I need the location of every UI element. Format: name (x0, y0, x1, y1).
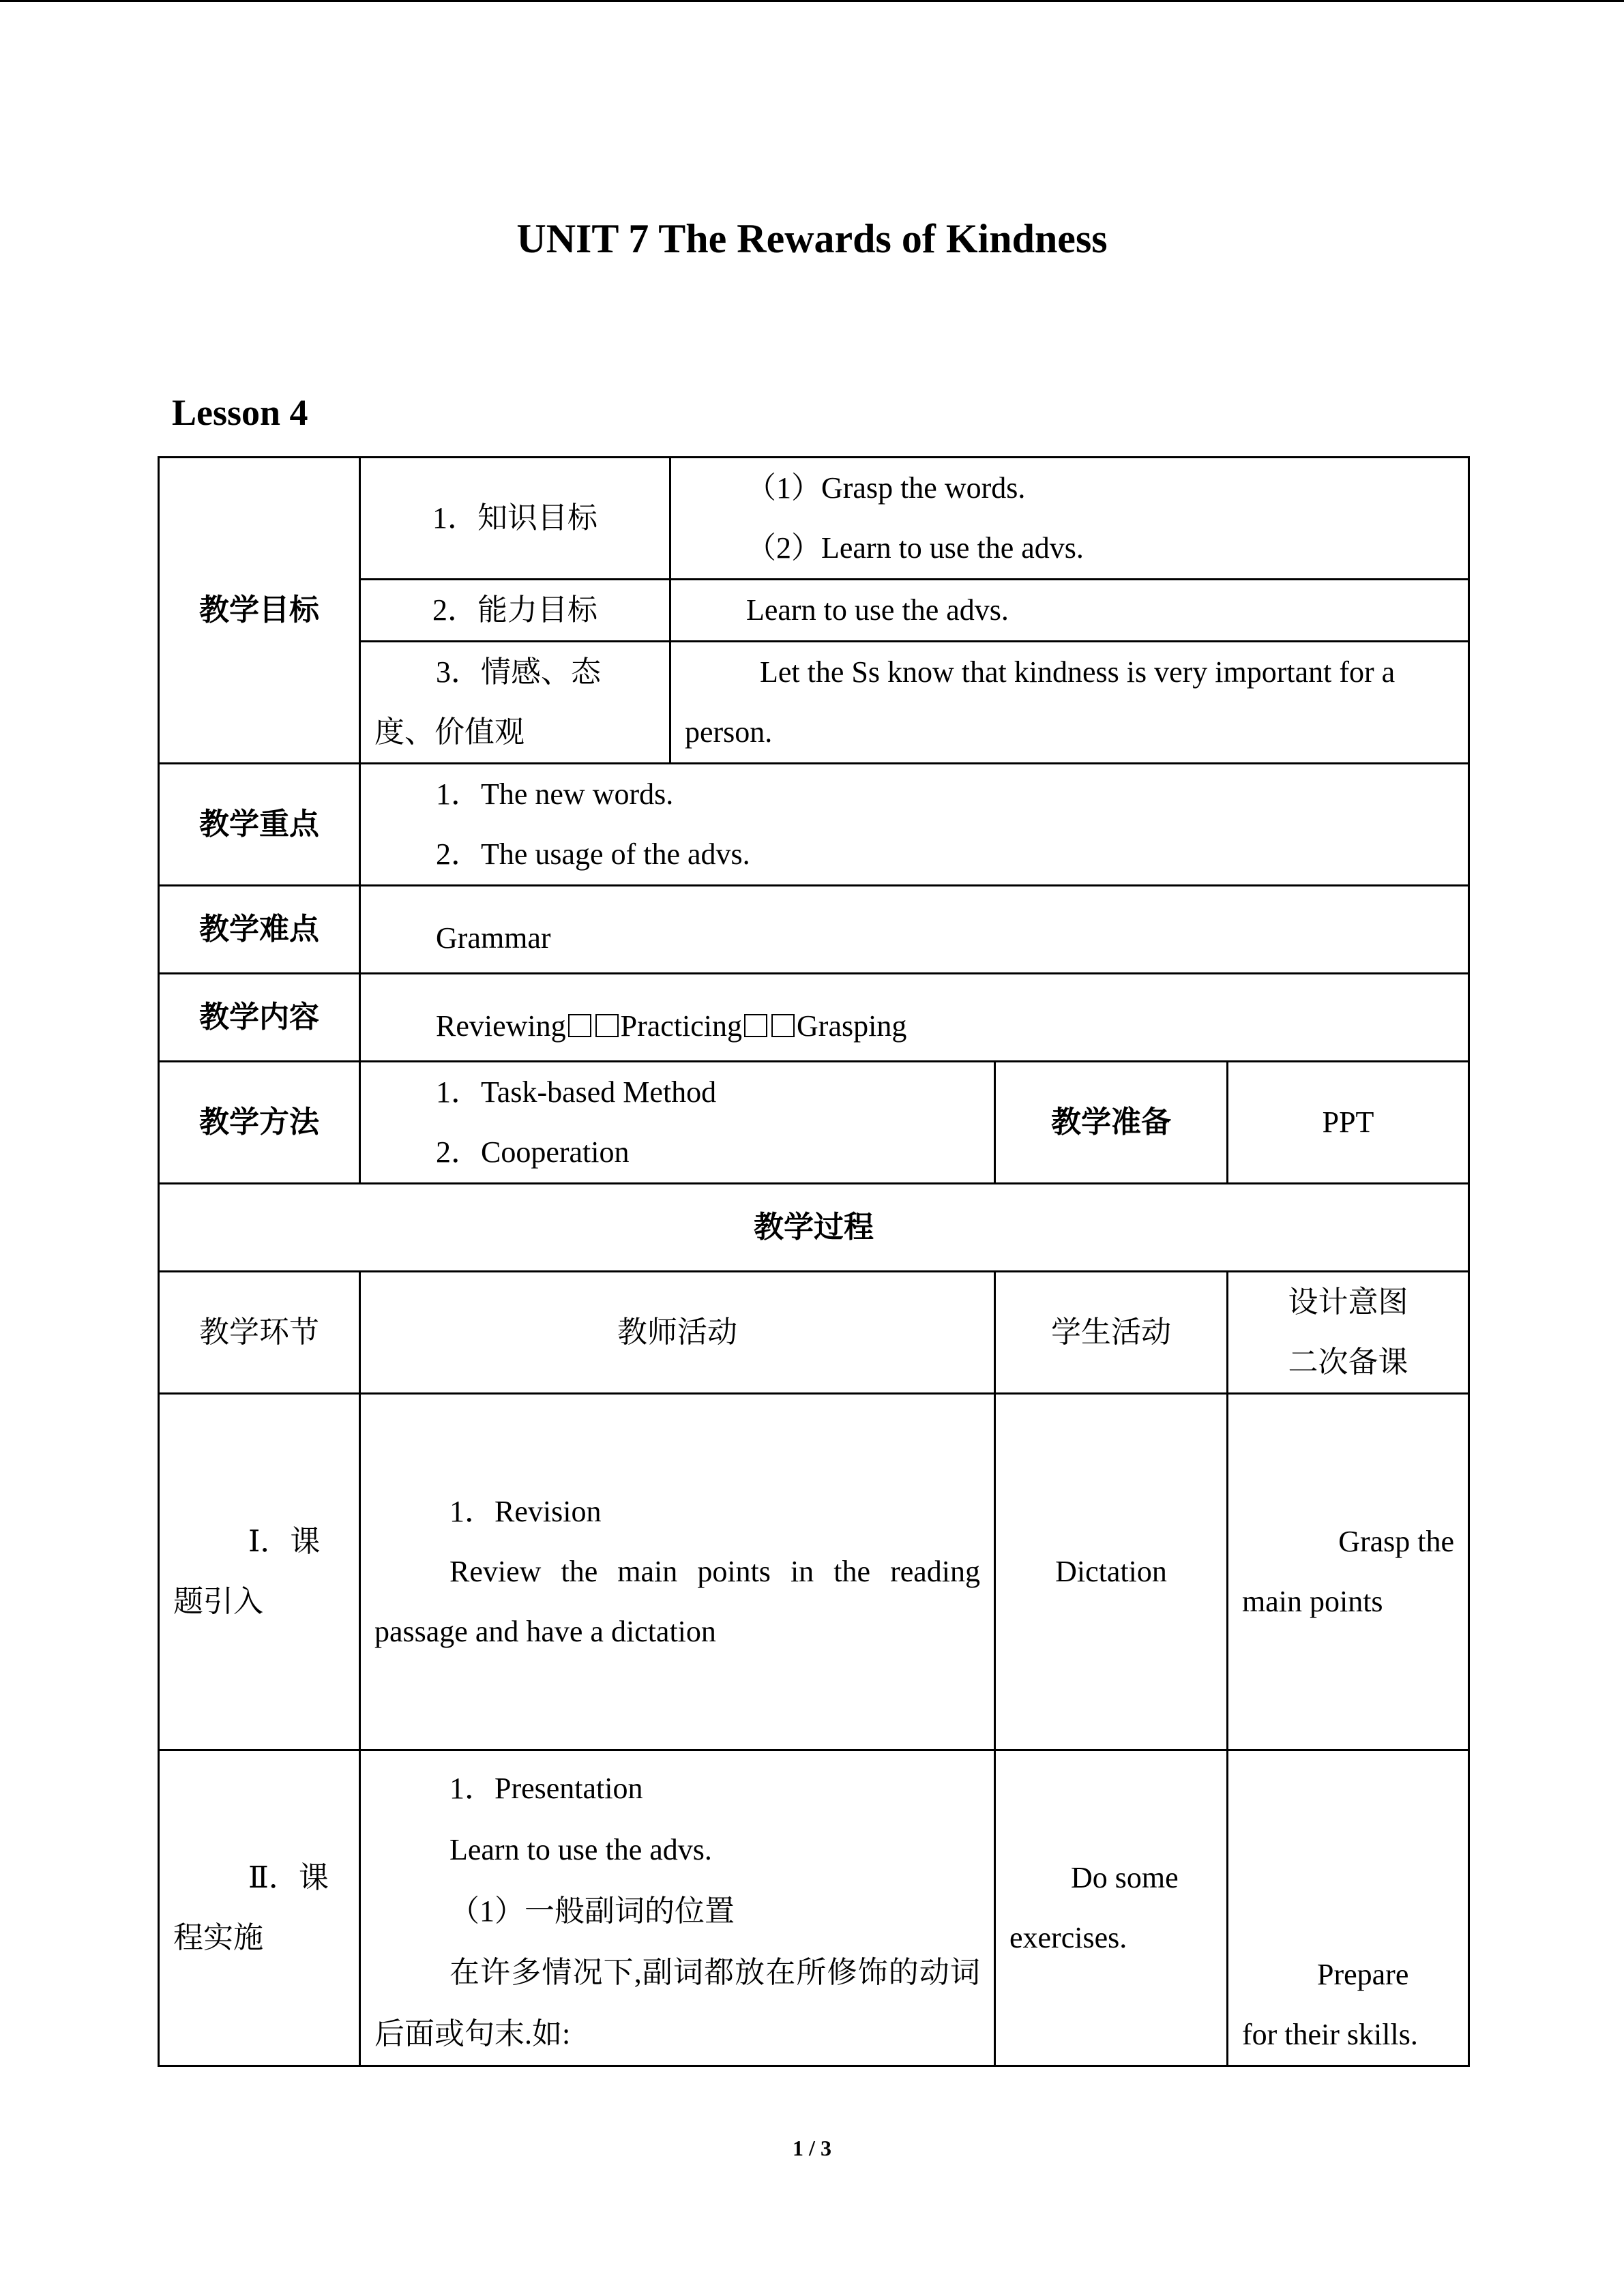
teacher-activity-2-line-4: 在许多情况下,副词都放在所修饰的动词后面或句末.如: (374, 1956, 980, 2051)
stage-2-line-1: Ⅱ．课 (248, 1861, 329, 1894)
process-row-2 (159, 1750, 1469, 2066)
process-column-headers (159, 1272, 1469, 1394)
student-activity-1: Dictation (995, 1394, 1228, 1750)
column-header-purpose-line-1: 设计意图 (1288, 1285, 1408, 1319)
purpose-2-line-1: Prepare (1317, 1958, 1409, 1991)
key-point-2: 2．The usage of the advs. (436, 837, 750, 871)
process-row-1 (159, 1394, 1469, 1750)
stage-1-line-2: 题引入 (173, 1585, 263, 1618)
key-points-text (360, 764, 1469, 886)
checkbox-icon (595, 1014, 619, 1037)
purpose-1-line-2: main points (1242, 1585, 1383, 1618)
stage-2-cell (159, 1750, 360, 2066)
teacher-activity-1-line-2: Review the main points in the reading passage and have a dictation (374, 1555, 980, 1648)
lesson-label: Lesson 4 (172, 392, 308, 433)
checkbox-icon (744, 1014, 767, 1037)
difficulties-text: Grammar (360, 886, 1469, 974)
content-row (159, 974, 1469, 1062)
key-points-row (159, 764, 1469, 886)
content-text (360, 974, 1469, 1062)
teacher-activity-1-line-1: 1．Revision (449, 1495, 602, 1528)
teacher-activity-2-line-1: 1．Presentation (449, 1772, 643, 1805)
objective-label-knowledge: 1．知识目标 (360, 458, 670, 580)
methods-row (159, 1062, 1469, 1184)
top-border-line (0, 0, 1624, 2)
objective-attitude-label-line-2: 度、价值观 (374, 715, 525, 749)
stage-1-cell (159, 1394, 360, 1750)
key-points-header: 教学重点 (159, 764, 360, 886)
teacher-activity-2-line-2: Learn to use the advs. (449, 1833, 712, 1866)
stage-2-line-2: 程实施 (173, 1921, 263, 1954)
content-item-practicing: Practicing (620, 1009, 743, 1043)
student-activity-2-line-1: Do some (1071, 1861, 1179, 1894)
lesson-plan-table (158, 456, 1470, 2067)
teacher-activity-1 (360, 1394, 995, 1750)
objectives-row-knowledge (159, 458, 1469, 580)
column-header-teacher: 教师活动 (360, 1272, 995, 1394)
process-header: 教学过程 (159, 1184, 1469, 1272)
method-2: 2．Cooperation (436, 1135, 630, 1169)
key-point-1: 1．The new words. (436, 777, 674, 811)
purpose-2 (1228, 1750, 1469, 2066)
objective-text-ability: Learn to use the advs. (670, 580, 1469, 642)
purpose-1 (1228, 1394, 1469, 1750)
methods-header: 教学方法 (159, 1062, 360, 1184)
process-title-row (159, 1184, 1469, 1272)
column-header-student: 学生活动 (995, 1272, 1228, 1394)
checkbox-icon (568, 1014, 591, 1037)
content-item-grasping: Grasping (797, 1009, 907, 1043)
objective-attitude-label-line-1: 3．情感、态 (436, 655, 601, 689)
column-header-purpose-line-2: 二次备课 (1288, 1345, 1408, 1379)
stage-1-line-1: Ⅰ．课 (248, 1525, 321, 1558)
student-activity-2-line-2: exercises. (1009, 1921, 1127, 1954)
difficulties-row (159, 886, 1469, 974)
objective-attitude-text-line-1: Let the Ss know that kindness is very important for a (760, 655, 1396, 689)
teacher-activity-2 (360, 1750, 995, 2066)
teacher-activity-2-line-3: （1）一般副词的位置 (449, 1894, 735, 1928)
page-title: UNIT 7 The Rewards of Kindness (516, 216, 1108, 261)
student-activity-2 (995, 1750, 1228, 2066)
objective-label-attitude (360, 642, 670, 764)
preparation-header: 教学准备 (995, 1062, 1228, 1184)
content-header: 教学内容 (159, 974, 360, 1062)
objective-text-knowledge (670, 458, 1469, 580)
objective-knowledge-line-1: （1）Grasp the words. (746, 471, 1026, 505)
method-1: 1．Task-based Method (436, 1075, 717, 1109)
column-header-stage: 教学环节 (159, 1272, 360, 1394)
checkbox-icon (771, 1014, 795, 1037)
objective-label-ability: 2．能力目标 (360, 580, 670, 642)
content-item-reviewing: Reviewing (436, 1009, 566, 1043)
column-header-purpose (1228, 1272, 1469, 1394)
purpose-2-line-2: for their skills. (1242, 2018, 1418, 2051)
objectives-header: 教学目标 (159, 458, 360, 764)
objective-attitude-text-line-2: person. (685, 715, 773, 749)
page-number: 1 / 3 (793, 2136, 831, 2160)
purpose-1-line-1: Grasp the (1338, 1525, 1455, 1558)
difficulties-header: 教学难点 (159, 886, 360, 974)
objective-text-attitude (670, 642, 1469, 764)
objective-knowledge-line-2: （2）Learn to use the advs. (746, 531, 1084, 565)
methods-text (360, 1062, 995, 1184)
preparation-value: PPT (1228, 1062, 1469, 1184)
